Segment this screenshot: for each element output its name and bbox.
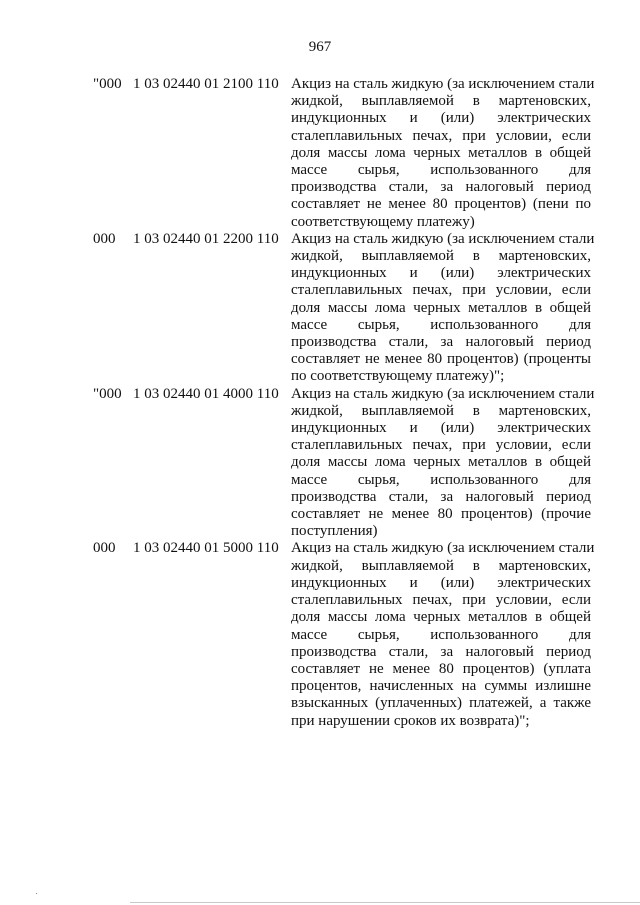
description-line: производства стали, за налоговый период (291, 488, 591, 505)
description-line: составляет не менее 80 процентов) (проценты (291, 351, 591, 368)
entry-code: 1 03 02440 01 2200 110 (133, 230, 279, 247)
entry-prefix: 000 (93, 540, 116, 557)
description-line: жидкой, выплавляемой в мартеновских, (291, 248, 591, 265)
description-line: составляет не менее 80 процентов) (пени по (291, 196, 591, 213)
description-line: поступления) (291, 523, 378, 540)
description-line: сталеплавильных печах, при условии, если (291, 592, 591, 609)
entry-prefix: "000 (93, 385, 122, 402)
description-line: составляет не менее 80 процентов) (прочие (291, 506, 591, 523)
description-line: производства стали, за налоговый период (291, 334, 591, 351)
description-line: массе сырья, использованного для (291, 626, 591, 643)
page-number: 967 (308, 39, 332, 55)
description-line: жидкой, выплавляемой в мартеновских, (291, 557, 591, 574)
description-line: индукционных и (или) электрических (291, 420, 591, 437)
entry-description (291, 76, 595, 231)
entry-code: 1 03 02440 01 2100 110 (133, 76, 279, 92)
description-line: при нарушении сроков их возврата)"; (291, 712, 530, 729)
description-line: соответствующему платежу) (291, 213, 475, 230)
entry-code: 1 03 02440 01 4000 110 (133, 385, 279, 402)
description-line: производства стали, за налоговый период (291, 179, 591, 196)
description-line: сталеплавильных печах, при условии, если (291, 437, 591, 454)
description-line: жидкой, выплавляемой в мартеновских, (291, 402, 591, 419)
description-line: массе сырья, использованного для (291, 471, 591, 488)
description-line: производства стали, за налоговый период (291, 643, 591, 660)
entry-description (291, 230, 595, 386)
entry-prefix: "000 (93, 76, 122, 92)
description-line: сталеплавильных печах, при условии, если (291, 282, 591, 299)
description-line: доля массы лома черных металлов в общей (291, 299, 591, 316)
scan-speck (36, 893, 37, 894)
description-line: Акциз на сталь жидкую (за исключением стали (291, 540, 595, 557)
entry-2 (0, 231, 640, 386)
description-line: доля массы лома черных металлов в общей (291, 609, 591, 626)
description-line: по соответствующему платежу)"; (291, 368, 505, 385)
description-line: массе сырья, использованного для (291, 162, 591, 179)
entry-code: 1 03 02440 01 5000 110 (133, 540, 279, 557)
description-line: взысканных (уплаченных) платежей, а также (291, 695, 591, 712)
scan-edge-line (130, 902, 640, 903)
entry-3 (0, 386, 640, 541)
classification-entries (0, 76, 640, 730)
description-line: доля массы лома черных металлов в общей (291, 454, 591, 471)
description-line: сталеплавильных печах, при условии, если (291, 127, 591, 144)
description-line: Акциз на сталь жидкую (за исключением стали (291, 230, 595, 247)
entry-prefix: 000 (93, 230, 116, 247)
description-line: составляет не менее 80 процентов) (уплата (291, 660, 591, 677)
description-line: массе сырья, использованного для (291, 316, 591, 333)
description-line: процентов, начисленных на суммы излишне (291, 678, 591, 695)
description-line: индукционных и (или) электрических (291, 110, 591, 127)
description-line: Акциз на сталь жидкую (за исключением стали (291, 385, 595, 402)
description-line: индукционных и (или) электрических (291, 574, 591, 591)
description-line: доля массы лома черных металлов в общей (291, 144, 591, 161)
description-line: жидкой, выплавляемой в мартеновских, (291, 93, 591, 110)
description-line: индукционных и (или) электрических (291, 265, 591, 282)
entry-1 (0, 76, 640, 231)
entry-description (291, 540, 595, 729)
description-line: Акциз на сталь жидкую (за исключением стали (291, 76, 595, 92)
entry-4 (0, 540, 640, 729)
entry-description (291, 385, 595, 541)
